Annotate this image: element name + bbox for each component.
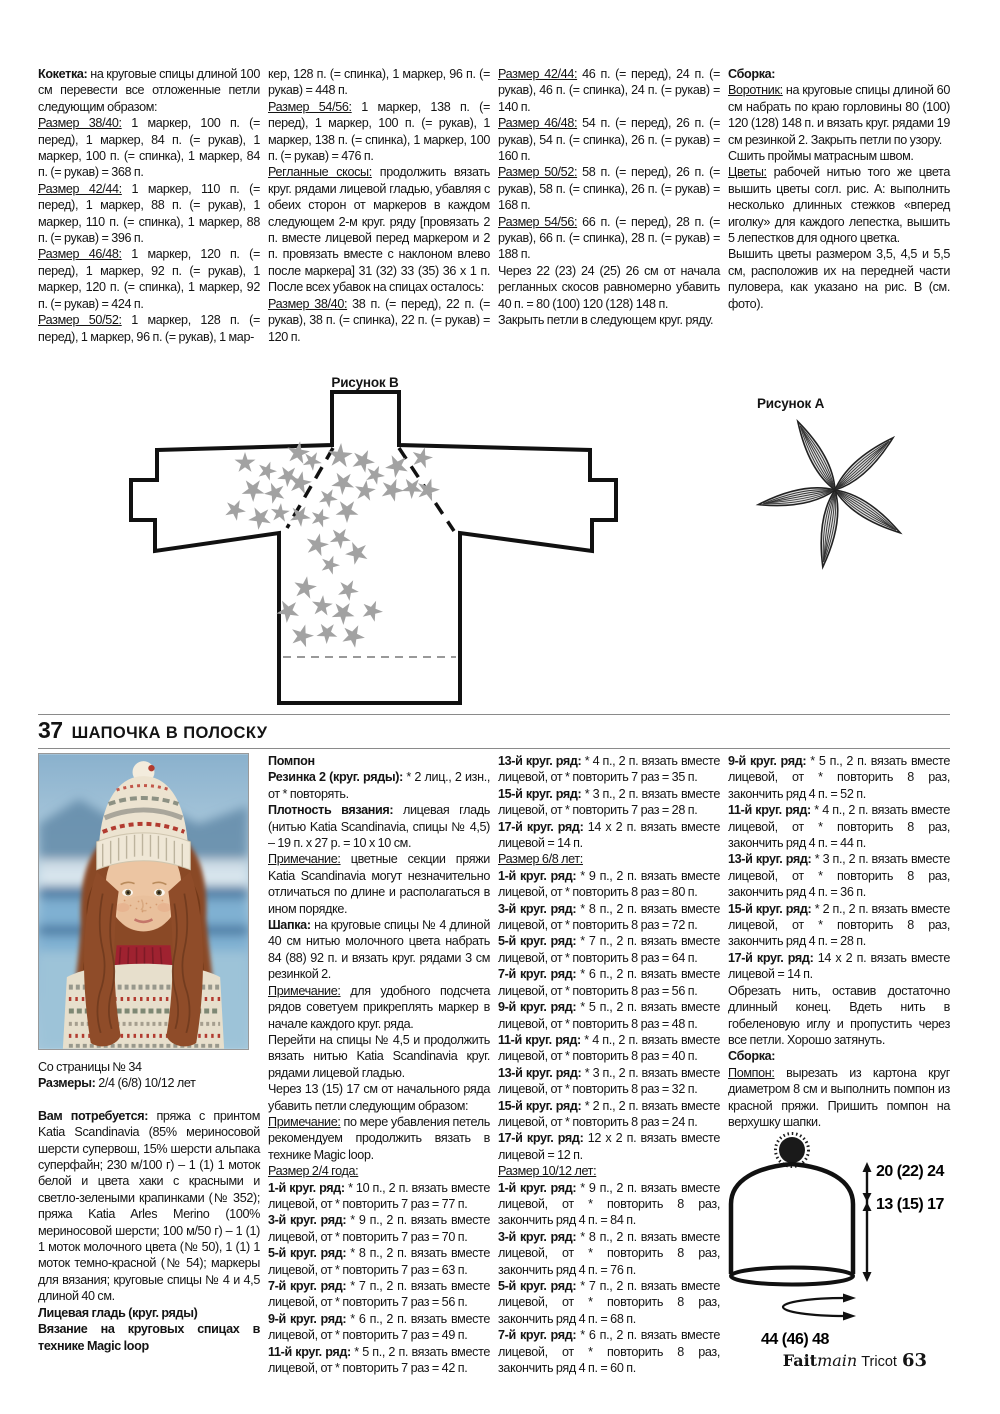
paragraph: Размеры: 2/4 (6/8) 10/12 лет xyxy=(38,1076,196,1091)
paragraph: Через 13 (15) 17 см от начального ряда убавить петли следующим образом: xyxy=(268,1082,490,1113)
paragraph: 5-й круг. ряд: * 7 п., 2 п. вязать вместе лицевой, от * повторить 8 раз, закончить ряд 4 п. = 68 п. xyxy=(498,1279,720,1326)
paragraph: Размер 46/48: 1 маркер, 120 п. (= перед), 1 маркер, 92 п. (= рукав), 1 маркер, 120 п. (= спинка), 1 маркер, 92 п. (= рукав) = 424 п. xyxy=(38,247,260,311)
pattern-title: ШАПОЧКА В ПОЛОСКУ xyxy=(71,724,268,742)
paragraph: 9-й круг. ряд: * 5 п., 2 п. вязать вместе лицевой, от * повторить 8 раз, закончить ряд 4 п. = 52 п. xyxy=(728,754,950,801)
paragraph: Воротник: на круговые спицы длиной 60 см набрать по краю горловины 80 (100) 120 (128) 148 п. и вязать круг. рядами 19 см резинкой 2. Закрыть петли по узору. xyxy=(728,83,950,147)
paragraph: 3-й круг. ряд: * 8 п., 2 п. вязать вместе лицевой, от * повторить 8 раз = 72 п. xyxy=(498,901,720,933)
paragraph: 13-й круг. ряд: * 4 п., 2 п. вязать вместе лицевой, от * повторить 7 раз = 35 п. xyxy=(498,754,720,785)
pullover-article xyxy=(38,66,950,345)
flower-petals xyxy=(757,418,904,568)
paragraph: Вам потребуется: пряжа с принтом Katia Scandinavia (85% мериносовой шерсти супервош, 15% шерсти альпака суперфайн; 230 м/100 г) – 1 (1) 1 моток белой и цвета хаки с красными и светло-зелеными крапинками (№ 352); пряжа Katia Arles Merino (100% мериносовой шерсти; 100 м/50 г) – 1 (1) 1 моток молочного цвета (№ 50), 1 (1) 1 моток темно-красной (№ 54); маркеры для вязания; круговые спицы № 4 и 4,5 длиной 40 см. xyxy=(38,1108,261,1304)
paragraph: Размер 38/40: 1 маркер, 100 п. (= перед), 1 маркер, 84 п. (= рукав), 1 маркер, 100 п. (= спинка), 1 маркер, 84 п. (= рукав) = 368 п. xyxy=(38,116,260,180)
paragraph: Помпон: вырезать из картона круг диаметром 8 см и выполнить помпон из красной пряжи. Пришить помпон на верхушку шапки. xyxy=(728,1065,950,1129)
paragraph: Размер 46/48: 54 п. (= перед), 26 п. (= рукав), 54 п. (= спинка), 26 п. (= рукав) = 160 п. xyxy=(498,116,720,164)
paragraph: Примечание: для удобного подсчета рядов советуем прикреплять маркер в начале каждого круг. ряда. xyxy=(268,983,490,1031)
height-to-crown-label: 13 (15) 17 xyxy=(876,1196,944,1213)
paragraph: кер, 128 п. (= спинка), 1 маркер, 96 п. (= рукав) = 448 п. xyxy=(268,67,490,98)
hat-intro-text xyxy=(38,1059,260,1354)
paragraph: 13-й круг. ряд: * 3 п., 2 п. вязать вместе лицевой, от * повторить 8 раз = 32 п. xyxy=(498,1065,720,1097)
paragraph: Лицевая гладь (круг. ряды) xyxy=(38,1305,198,1320)
paragraph: Размер 50/52: 58 п. (= перед), 26 п. (= рукав), 58 п. (= спинка), 26 п. (= рукав) = 168 п. xyxy=(498,165,720,213)
hat-column-1 xyxy=(38,753,260,1376)
circumference-arrowheads xyxy=(843,1294,856,1321)
footer-brand xyxy=(783,1350,927,1371)
paragraph: 1-й круг. ряд: * 9 п., 2 п. вязать вместе лицевой, от * повторить 8 раз, закончить ряд 4 п. = 84 п. xyxy=(498,1180,720,1228)
paragraph: Сборка: xyxy=(728,1049,776,1064)
paragraph: Сшить проймы матрасным швом. xyxy=(728,149,914,164)
paragraph: 7-й круг. ряд: * 6 п., 2 п. вязать вместе лицевой, от * повторить 8 раз = 56 п. xyxy=(498,967,720,998)
pattern-number: 37 xyxy=(38,717,63,743)
paragraph: Резинка 2 (круг. ряды): * 2 лиц., 2 изн., от * повторять. xyxy=(268,770,490,801)
paragraph: 5-й круг. ряд: * 8 п., 2 п. вязать вместе лицевой, от * повторить 7 раз = 63 п. xyxy=(268,1246,490,1277)
paragraph: 17-й круг. ряд: 14 х 2 п. вязать вместе лицевой = 14 п. xyxy=(498,819,720,851)
paragraph: 1-й круг. ряд: * 9 п., 2 п. вязать вместе лицевой, от * повторить 8 раз = 80 п. xyxy=(498,868,720,900)
paragraph: 13-й круг. ряд: * 3 п., 2 п. вязать вместе лицевой, от * повторить 8 раз, закончить ряд 4 п. = 36 п. xyxy=(728,852,950,900)
paragraph: 11-й круг. ряд: * 5 п., 2 п. вязать вместе лицевой, от * повторить 7 раз = 42 п. xyxy=(268,1344,490,1376)
paragraph: Шапка: на круговые спицы № 4 длиной 40 см нитью молочного цвета набрать 84 (88) 92 п. и вязать круг. рядами 3 см резинкой 2. xyxy=(268,918,490,982)
hat-brim xyxy=(731,1268,853,1285)
paragraph: 11-й круг. ряд: * 4 п., 2 п. вязать вместе лицевой, от * повторить 8 раз = 40 п. xyxy=(498,1032,720,1064)
paragraph: 7-й круг. ряд: * 7 п., 2 п. вязать вместе лицевой, от * повторить 7 раз = 56 п. xyxy=(268,1279,490,1310)
hat-column-3 xyxy=(498,753,720,1376)
paragraph: 3-й круг. ряд: * 8 п., 2 п. вязать вместе лицевой, от * повторить 8 раз, закончить ряд 4 п. = 76 п. xyxy=(498,1229,720,1277)
paragraph: Размер 54/56: 1 маркер, 138 п. (= перед), 1 маркер, 100 п. (= рукав), 1 маркер, 138 п. (= спинка), 1 маркер, 100 п. (= рукав) = 476 п. xyxy=(268,99,490,164)
paragraph: Со страницы № 34 xyxy=(38,1060,142,1074)
paragraph: Размер 6/8 лет: xyxy=(498,852,583,867)
paragraph: Помпон xyxy=(268,754,315,768)
figure-b-label: Рисунок B xyxy=(331,375,399,390)
paragraph: Цветы: рабочей нитью того же цвета вышить цветы согл. рис. А: выполнить несколько длинных стежков «вперед иголку» для каждого лепестка, вышить 5 лепестков для одного цветка. xyxy=(728,165,950,246)
article-column-3 xyxy=(498,66,720,345)
paragraph: 15-й круг. ряд: * 2 п., 2 п. вязать вместе лицевой, от * повторить 8 раз, закончить ряд 4 п. = 28 п. xyxy=(728,901,950,949)
paragraph: Закрыть петли в следующем круг. ряду. xyxy=(498,313,714,328)
paragraph: Размер 50/52: 1 маркер, 128 п. (= перед), 1 маркер, 96 п. (= рукав), 1 мар- xyxy=(38,313,260,344)
article-column-2 xyxy=(268,66,490,345)
paragraph: Размер 42/44: 1 маркер, 110 п. (= перед), 1 маркер, 88 п. (= рукав), 1 маркер, 110 п. (= спинка), 1 маркер, 88 п. (= рукав) = 396 п. xyxy=(38,181,260,246)
paragraph: 15-й круг. ряд: * 3 п., 2 п. вязать вместе лицевой, от * повторить 7 раз = 28 п. xyxy=(498,786,720,818)
paragraph: Размер 38/40: 38 п. (= перед), 22 п. (= рукав), 38 п. (= спинка), 22 п. (= рукав) = 120 п. xyxy=(268,296,490,344)
paragraph: Перейти на спицы № 4,5 и продолжить вязать нитью Katia Scandinavia круг. рядами лицевой гладью. xyxy=(268,1032,490,1080)
paragraph: Регланные скосы: продолжить вязать круг. рядами лицевой гладью, убавляя с обеих сторон от маркеров в каждом следующем 2-м круг. ряду [провязать 2 п. вместе лицевой перед маркером и 2 п. провязать вместе с наклоном влево после маркера] 31 (32) 33 (35) 36 х 1 п. После всех убавок на спицах осталось: xyxy=(268,165,490,295)
hat-outline xyxy=(731,1164,853,1274)
paragraph: Через 22 (23) 24 (25) 26 см от начала регланных скосов равномерно убавить 40 п. = 80 (100) 120 (128) 148 п. xyxy=(498,263,720,311)
paragraph: Вышить цветы размером 3,5, 4,5 и 5,5 см, расположив их на передней части пуловера, как указано на рис. В (см. фото). xyxy=(728,247,950,311)
height-total-label: 20 (22) 24 xyxy=(876,1163,944,1180)
paragraph: Примечание: цветные секции пряжи Katia Scandinavia могут незначительно отличаться по длине и располагаться в ином порядке. xyxy=(268,852,490,916)
paragraph: 9-й круг. ряд: * 6 п., 2 п. вязать вместе лицевой, от * повторить 7 раз = 49 п. xyxy=(268,1311,490,1343)
flower-embroidery-figure xyxy=(740,408,940,573)
page-number: 63 xyxy=(901,1350,927,1371)
paragraph: 17-й круг. ряд: 14 х 2 п. вязать вместе лицевой = 14 п. xyxy=(728,950,950,982)
paragraph: Сборка: xyxy=(728,67,776,81)
paragraph: 5-й круг. ряд: * 7 п., 2 п. вязать вместе лицевой, от * повторить 8 раз = 64 п. xyxy=(498,934,720,965)
circumference-ellipse xyxy=(783,1298,845,1316)
paragraph: Примечание: по мере убавления петель рекомендуем продолжить вязать в технике Magic loop. xyxy=(268,1114,490,1162)
paragraph: 17-й круг. ряд: 12 х 2 п. вязать вместе лицевой = 12 п. xyxy=(498,1131,720,1162)
pompom-icon xyxy=(779,1137,805,1163)
article-column-1 xyxy=(38,66,260,345)
paragraph: Обрезать нить, оставив достаточно длинный конец. Вдеть нить в гобеленовую иглу и пропустить через все петли. Хорошо затянуть. xyxy=(728,983,950,1047)
paragraph: 3-й круг. ряд: * 9 п., 2 п. вязать вместе лицевой, от * повторить 7 раз = 70 п. xyxy=(268,1213,490,1244)
footer-main: main xyxy=(817,1351,858,1370)
paragraph: 11-й круг. ряд: * 4 п., 2 п. вязать вместе лицевой, от * повторить 8 раз, закончить ряд 4 п. = 44 п. xyxy=(728,803,950,851)
paragraph: 1-й круг. ряд: * 10 п., 2 п. вязать вместе лицевой, от * повторить 7 раз = 77 п. xyxy=(268,1180,490,1211)
figure-a-label: Рисунок A xyxy=(757,396,825,411)
paragraph: 7-й круг. ряд: * 6 п., 2 п. вязать вместе лицевой, от * повторить 8 раз, закончить ряд 4 п. = 60 п. xyxy=(498,1328,720,1376)
hat-column-2 xyxy=(268,753,490,1376)
paragraph: Размер 42/44: 46 п. (= перед), 24 п. (= рукав), 46 п. (= спинка), 24 п. (= рукав) = 140 п. xyxy=(498,67,720,114)
paragraph: Размер 2/4 года: xyxy=(268,1164,359,1179)
footer-fait: Fait xyxy=(782,1351,818,1370)
paragraph: 15-й круг. ряд: * 2 п., 2 п. вязать вместе лицевой, от * повторить 8 раз = 24 п. xyxy=(498,1098,720,1129)
paragraph: Вязание на круговых спицах в технике Magic loop xyxy=(38,1322,260,1353)
sweater-schematic xyxy=(100,390,750,720)
paragraph: 9-й круг. ряд: * 5 п., 2 п. вязать вместе лицевой, от * повторить 8 раз = 48 п. xyxy=(498,1000,720,1031)
footer-tricot: Tricot xyxy=(861,1354,897,1370)
photo-illustration xyxy=(39,754,248,1049)
paragraph: Размер 54/56: 66 п. (= перед), 28 п. (= рукав), 66 п. (= спинка), 28 п. (= рукав) = 188 п. xyxy=(498,214,720,262)
photo-girl-in-striped-hat xyxy=(38,753,249,1050)
hat-schematic xyxy=(715,1130,985,1355)
paragraph: Размер 10/12 лет: xyxy=(498,1164,597,1179)
circumference-label: 44 (46) 48 xyxy=(761,1331,829,1348)
paragraph: Плотность вязания: лицевая гладь (нитью Katia Scandinavia, спицы № 4,5) – 19 п. х 27 р. = 10 х 10 см. xyxy=(268,803,490,851)
paragraph: Кокетка: на круговые спицы длиной 100 см перевести все отложенные петли следующим образом: xyxy=(38,67,260,114)
article-column-4 xyxy=(728,66,950,345)
section-header xyxy=(38,714,950,749)
